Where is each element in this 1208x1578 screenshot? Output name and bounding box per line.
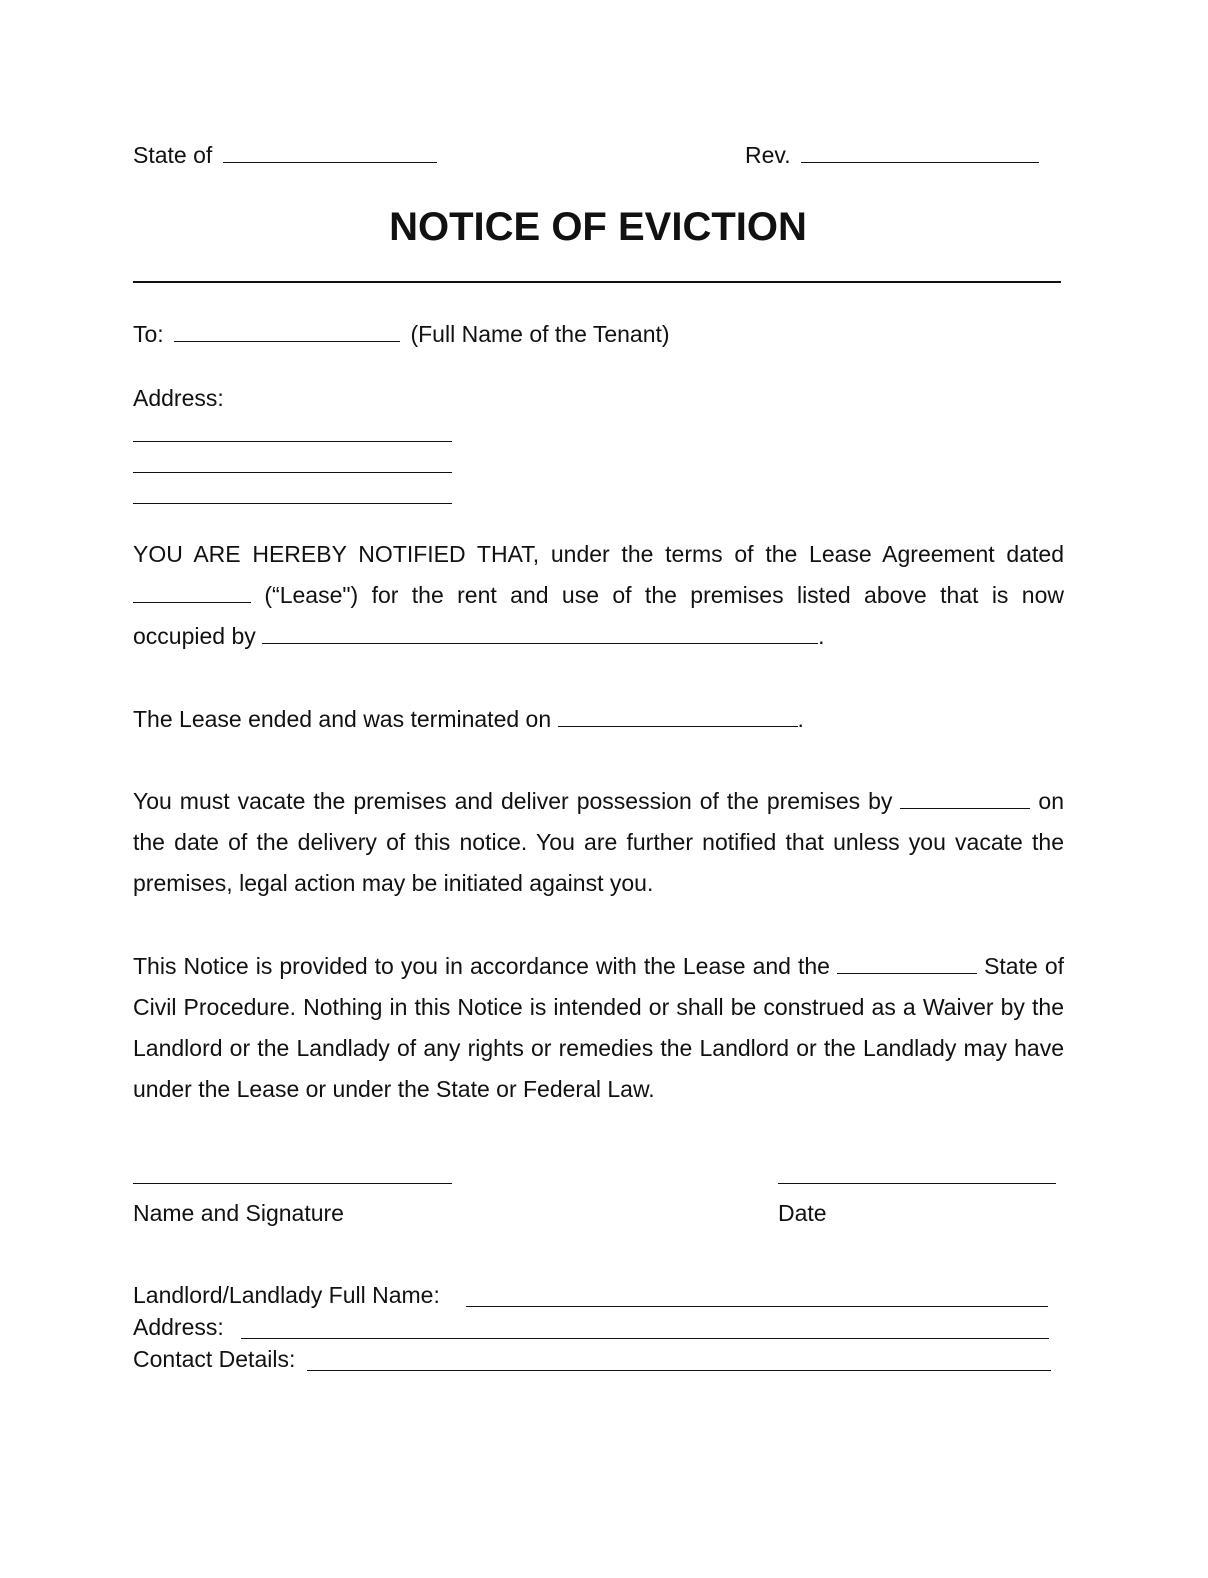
p2-text-end: . bbox=[797, 706, 804, 732]
vacate-date-blank[interactable] bbox=[900, 788, 1030, 809]
termination-date-blank[interactable] bbox=[558, 706, 798, 727]
state-name-blank[interactable] bbox=[837, 953, 977, 974]
to-line bbox=[133, 320, 670, 348]
date-label: Date bbox=[778, 1200, 827, 1226]
p2-text: The Lease ended and was terminated on bbox=[133, 706, 552, 732]
lease-date-blank[interactable] bbox=[133, 582, 251, 603]
landlord-address-blank[interactable] bbox=[241, 1338, 1049, 1339]
paragraph-termination bbox=[133, 705, 804, 733]
p4-text-start: This Notice is provided to you in accordance with the Lease and the bbox=[133, 953, 830, 979]
address-blank-1[interactable] bbox=[133, 441, 452, 442]
state-blank[interactable] bbox=[223, 142, 437, 163]
landlord-name-blank[interactable] bbox=[466, 1306, 1048, 1307]
document-title: NOTICE OF EVICTION bbox=[389, 205, 807, 249]
landlord-address-label: Address: bbox=[133, 1314, 224, 1340]
p4-text-end: State of Civil Procedure. Nothing in this Notice is intended or shall be construed as a Waiver by the Landlord or the Landlady of any rights or remedies the Landlord or the Landlady may have under the Lease or under the State or Federal Law. bbox=[133, 953, 1065, 1102]
rev-blank[interactable] bbox=[801, 142, 1039, 163]
landlord-name-label: Landlord/Landlady Full Name: bbox=[133, 1282, 440, 1308]
title-divider bbox=[133, 281, 1061, 283]
address-blank-2[interactable] bbox=[133, 472, 452, 473]
paragraph-legal-basis bbox=[133, 946, 1064, 1110]
paragraph-lease-notice bbox=[133, 534, 1064, 657]
p1-text-middle: (“Lease") for the rent and use of the premises listed above that is now occupied by bbox=[133, 582, 1064, 649]
rev-label: Rev. bbox=[745, 142, 791, 168]
state-label: State of bbox=[133, 142, 213, 168]
date-blank[interactable] bbox=[778, 1183, 1056, 1184]
p3-text-start: You must vacate the premises and deliver possession of the premises by bbox=[133, 788, 893, 814]
signature-label: Name and Signature bbox=[133, 1200, 344, 1226]
rev-line bbox=[745, 141, 1039, 169]
to-hint: (Full Name of the Tenant) bbox=[410, 321, 670, 347]
signature-blank[interactable] bbox=[133, 1183, 452, 1184]
p1-text-end: . bbox=[818, 623, 825, 649]
to-label: To: bbox=[133, 321, 164, 347]
address-label: Address: bbox=[133, 385, 224, 411]
landlord-contact-label: Contact Details: bbox=[133, 1346, 296, 1372]
tenant-name-blank[interactable] bbox=[174, 321, 400, 342]
occupant-blank[interactable] bbox=[262, 623, 818, 644]
paragraph-vacate bbox=[133, 781, 1064, 904]
p1-text-start: YOU ARE HEREBY NOTIFIED THAT, under the terms of the Lease Agreement dated bbox=[133, 541, 1064, 567]
landlord-contact-blank[interactable] bbox=[307, 1370, 1051, 1371]
address-blank-3[interactable] bbox=[133, 503, 452, 504]
p3-text-end: on the date of the delivery of this notice. You are further notified that unless you vacate the premises, legal action may be initiated against you. bbox=[133, 788, 1064, 896]
state-line bbox=[133, 141, 437, 169]
